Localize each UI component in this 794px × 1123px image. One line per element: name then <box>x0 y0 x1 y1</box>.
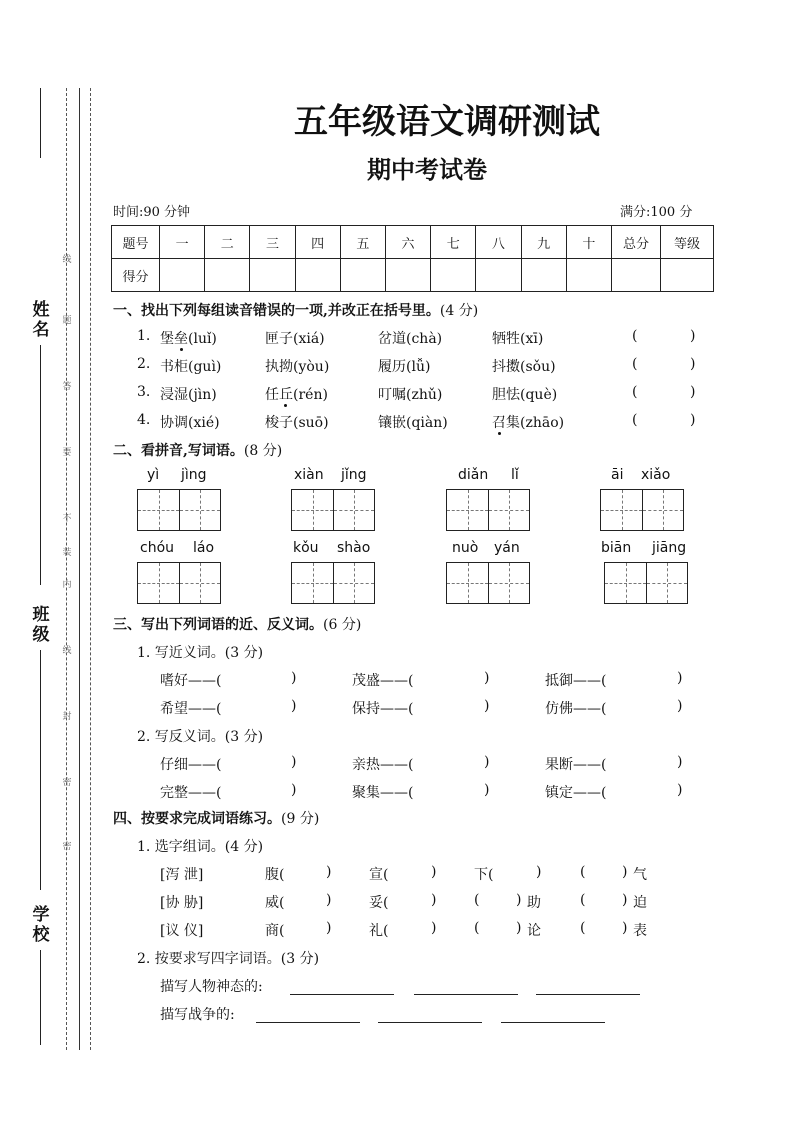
emphasis-dot <box>498 432 501 435</box>
fill-item[interactable]: 宣( <box>369 867 389 883</box>
score-input-cell[interactable] <box>160 259 205 292</box>
q1-row-number: 2. <box>137 356 151 372</box>
name-label: 姓名 <box>32 300 50 340</box>
seal-solid-line <box>79 88 80 1050</box>
close-paren: ) <box>516 892 522 908</box>
antonym-item[interactable]: 完整——( <box>160 785 222 801</box>
q3-part2-title: 2. 写反义词。(3 分) <box>137 729 264 745</box>
q1-answer-open[interactable]: ( <box>632 328 638 344</box>
close-paren: ) <box>291 754 297 770</box>
q1-item: 镶嵌(qiàn) <box>378 415 448 431</box>
q1-item: 堡垒(luǐ) <box>160 331 217 347</box>
synonym-item[interactable]: 希望——( <box>160 701 222 717</box>
char-group: [议 仪] <box>160 923 204 939</box>
pinyin: xiǎo <box>641 467 671 483</box>
seal-char: 密 <box>62 842 72 852</box>
q1-item: 匣子(xiá) <box>265 331 325 347</box>
pinyin: biān <box>601 540 632 556</box>
close-paren: ) <box>677 670 683 686</box>
q1-row-number: 4. <box>137 412 151 428</box>
fill-item: 气 <box>633 867 647 883</box>
pinyin: yán <box>494 540 520 556</box>
q4-part2-title: 2. 按要求写四字词语。(3 分) <box>137 951 320 967</box>
score-input-cell[interactable] <box>295 259 340 292</box>
q3-heading: 三、写出下列词语的近、反义词。(6 分) <box>113 617 362 633</box>
answer-line[interactable] <box>256 1022 360 1023</box>
antonym-item[interactable]: 果断——( <box>545 757 607 773</box>
score-table-header-cell: 总分 <box>612 226 661 259</box>
fill-item[interactable]: ( <box>474 892 480 908</box>
answer-line[interactable] <box>536 994 640 995</box>
q1-row-number: 1. <box>137 328 151 344</box>
seal-char: 要 <box>62 448 72 458</box>
close-paren: ) <box>326 892 332 908</box>
char-group: [协 胁] <box>160 895 204 911</box>
score-input-cell[interactable] <box>205 259 250 292</box>
q2-heading: 二、看拼音,写词语。(8 分) <box>113 443 283 459</box>
close-paren: ) <box>431 920 437 936</box>
answer-line[interactable] <box>501 1022 605 1023</box>
tian-grid[interactable] <box>137 489 221 531</box>
score-table-header-cell: 七 <box>431 226 476 259</box>
q1-item: 牺牲(xī) <box>492 331 544 347</box>
close-paren: ) <box>677 782 683 798</box>
synonym-item[interactable]: 茂盛——( <box>352 673 414 689</box>
fill-item: 助 <box>527 895 541 911</box>
fill-item: 论 <box>527 923 541 939</box>
score-input-cell[interactable] <box>431 259 476 292</box>
close-paren: ) <box>431 864 437 880</box>
score-table-header-cell: 题号 <box>112 226 160 259</box>
close-paren: ) <box>677 754 683 770</box>
close-paren: ) <box>326 864 332 880</box>
q1-answer-open[interactable]: ( <box>632 384 638 400</box>
fill-item[interactable]: ( <box>580 920 586 936</box>
antonym-item[interactable]: 仔细——( <box>160 757 222 773</box>
emphasis-dot <box>284 404 287 407</box>
page-title: 五年级语文调研测试 <box>294 102 600 142</box>
seal-char: 密 <box>62 778 72 788</box>
q1-item: 执拗(yòu) <box>265 359 330 375</box>
score-input-cell[interactable] <box>521 259 566 292</box>
score-table-header-row <box>112 226 714 259</box>
antonym-item[interactable]: 聚集——( <box>352 785 414 801</box>
pinyin: jiāng <box>652 540 687 556</box>
page-subtitle: 期中考试卷 <box>367 155 487 184</box>
fill-item[interactable]: 腹( <box>265 867 285 883</box>
score-input-cell[interactable] <box>476 259 521 292</box>
score-table-header-cell: 一 <box>160 226 205 259</box>
close-paren: ) <box>326 920 332 936</box>
fill-item[interactable]: 下( <box>474 867 494 883</box>
q1-item: 岔道(chà) <box>378 331 443 347</box>
close-paren: ) <box>536 864 542 880</box>
synonym-item[interactable]: 抵御——( <box>545 673 607 689</box>
seal-char: 不 <box>62 514 72 524</box>
close-paren: ) <box>291 782 297 798</box>
pinyin: nuò <box>452 540 479 556</box>
q1-item: 抖擞(sǒu) <box>492 359 556 375</box>
pinyin: jìng <box>181 467 207 483</box>
pinyin: shào <box>337 540 371 556</box>
close-paren: ) <box>622 864 628 880</box>
score-label-cell: 得分 <box>112 259 160 292</box>
close-paren: ) <box>484 754 490 770</box>
close-paren: ) <box>291 698 297 714</box>
synonym-item[interactable]: 嗜好——( <box>160 673 222 689</box>
synonym-item[interactable]: 仿佛——( <box>545 701 607 717</box>
answer-line[interactable] <box>414 994 518 995</box>
q1-heading: 一、找出下列每组读音错误的一项,并改正在括号里。(4 分) <box>113 303 479 319</box>
score-input-cell[interactable] <box>385 259 430 292</box>
q1-answer-close: ) <box>690 384 696 400</box>
describe-expression-label: 描写人物神态的: <box>160 979 263 995</box>
tian-grid[interactable] <box>291 489 375 531</box>
fill-item[interactable]: ( <box>580 864 586 880</box>
close-paren: ) <box>622 920 628 936</box>
score-table-header-cell: 等级 <box>661 226 714 259</box>
close-paren: ) <box>516 920 522 936</box>
seal-char: 封 <box>62 712 72 722</box>
fill-item[interactable]: ( <box>474 920 480 936</box>
fill-item[interactable]: 商( <box>265 923 285 939</box>
score-table-header-cell: 十 <box>566 226 611 259</box>
score-table-header-cell: 三 <box>250 226 295 259</box>
pinyin: lǐ <box>511 467 519 483</box>
score-table-header-cell: 二 <box>205 226 250 259</box>
q1-answer-open[interactable]: ( <box>632 356 638 372</box>
q1-answer-close: ) <box>690 356 696 372</box>
score-input-cell[interactable] <box>612 259 661 292</box>
q1-item: 履历(lǚ) <box>378 359 431 375</box>
fill-item[interactable]: 妥( <box>369 895 389 911</box>
score-table <box>111 225 714 292</box>
close-paren: ) <box>484 670 490 686</box>
score-input-cell[interactable] <box>566 259 611 292</box>
close-paren: ) <box>291 670 297 686</box>
score-table-header-cell: 九 <box>521 226 566 259</box>
q1-row-number: 3. <box>137 384 151 400</box>
fill-item: 表 <box>633 923 647 939</box>
q4-part1-title: 1. 选字组词。(4 分) <box>137 839 264 855</box>
pinyin: chóu <box>140 540 175 556</box>
score-input-cell[interactable] <box>661 259 714 292</box>
q3-part1-title: 1. 写近义词。(3 分) <box>137 645 264 661</box>
pinyin: láo <box>193 540 215 556</box>
seal-char: 线 <box>62 255 72 265</box>
q1-answer-open[interactable]: ( <box>632 412 638 428</box>
score-table-header-cell: 五 <box>340 226 385 259</box>
seal-char: 装 <box>62 548 72 558</box>
fill-item: 迫 <box>633 895 647 911</box>
describe-war-label: 描写战争的: <box>160 1007 235 1023</box>
score-table-header-cell: 四 <box>295 226 340 259</box>
antonym-item[interactable]: 镇定——( <box>545 785 607 801</box>
full-score: 满分:100 分 <box>620 205 693 220</box>
q1-item: 胆怯(què) <box>492 387 558 403</box>
exam-time: 时间:90 分钟 <box>113 205 191 220</box>
fill-item[interactable]: 礼( <box>369 923 389 939</box>
q1-answer-close: ) <box>690 412 696 428</box>
q4-heading: 四、按要求完成词语练习。(9 分) <box>113 811 320 827</box>
seal-dashed-line <box>66 88 67 1050</box>
binding-line <box>40 345 41 585</box>
binding-line <box>40 650 41 890</box>
tian-grid[interactable] <box>137 562 221 604</box>
q1-item: 梭子(suō) <box>265 415 329 431</box>
pinyin: yì <box>147 467 160 483</box>
pinyin: xiàn <box>294 467 324 483</box>
binding-line <box>40 950 41 1045</box>
school-label: 学校 <box>32 905 50 945</box>
q1-item: 召集(zhāo) <box>492 415 565 431</box>
q1-answer-close: ) <box>690 328 696 344</box>
fill-item[interactable]: ( <box>580 892 586 908</box>
close-paren: ) <box>484 782 490 798</box>
score-table-header-cell: 六 <box>385 226 430 259</box>
close-paren: ) <box>677 698 683 714</box>
q1-item: 任丘(rén) <box>265 387 328 403</box>
antonym-item[interactable]: 亲热——( <box>352 757 414 773</box>
q1-item: 协调(xié) <box>160 415 220 431</box>
score-table-score-row <box>112 259 714 292</box>
q1-item: 书柜(guì) <box>160 359 222 375</box>
tian-grid[interactable] <box>604 562 688 604</box>
char-group: [泻 泄] <box>160 867 204 883</box>
answer-line[interactable] <box>290 994 394 995</box>
tian-grid[interactable] <box>446 489 530 531</box>
score-input-cell[interactable] <box>340 259 385 292</box>
score-table-header-cell: 八 <box>476 226 521 259</box>
seal-char: 内 <box>62 580 72 590</box>
answer-line[interactable] <box>378 1022 482 1023</box>
seal-char: 题 <box>62 316 72 326</box>
q1-item: 叮嘱(zhǔ) <box>378 387 443 403</box>
tian-grid[interactable] <box>446 562 530 604</box>
q1-item: 浸湿(jìn) <box>160 387 217 403</box>
pinyin: jǐng <box>341 467 367 483</box>
seal-dashed-line <box>90 88 91 1050</box>
seal-char: 线 <box>62 646 72 656</box>
seal-char: 答 <box>62 382 72 392</box>
pinyin: diǎn <box>458 467 489 483</box>
pinyin: āi <box>611 467 624 483</box>
class-label: 班级 <box>32 605 50 645</box>
close-paren: ) <box>484 698 490 714</box>
close-paren: ) <box>622 892 628 908</box>
pinyin: kǒu <box>293 540 319 556</box>
tian-grid[interactable] <box>600 489 684 531</box>
close-paren: ) <box>431 892 437 908</box>
emphasis-dot <box>180 348 183 351</box>
synonym-item[interactable]: 保持——( <box>352 701 414 717</box>
fill-item[interactable]: 威( <box>265 895 285 911</box>
score-input-cell[interactable] <box>250 259 295 292</box>
tian-grid[interactable] <box>291 562 375 604</box>
